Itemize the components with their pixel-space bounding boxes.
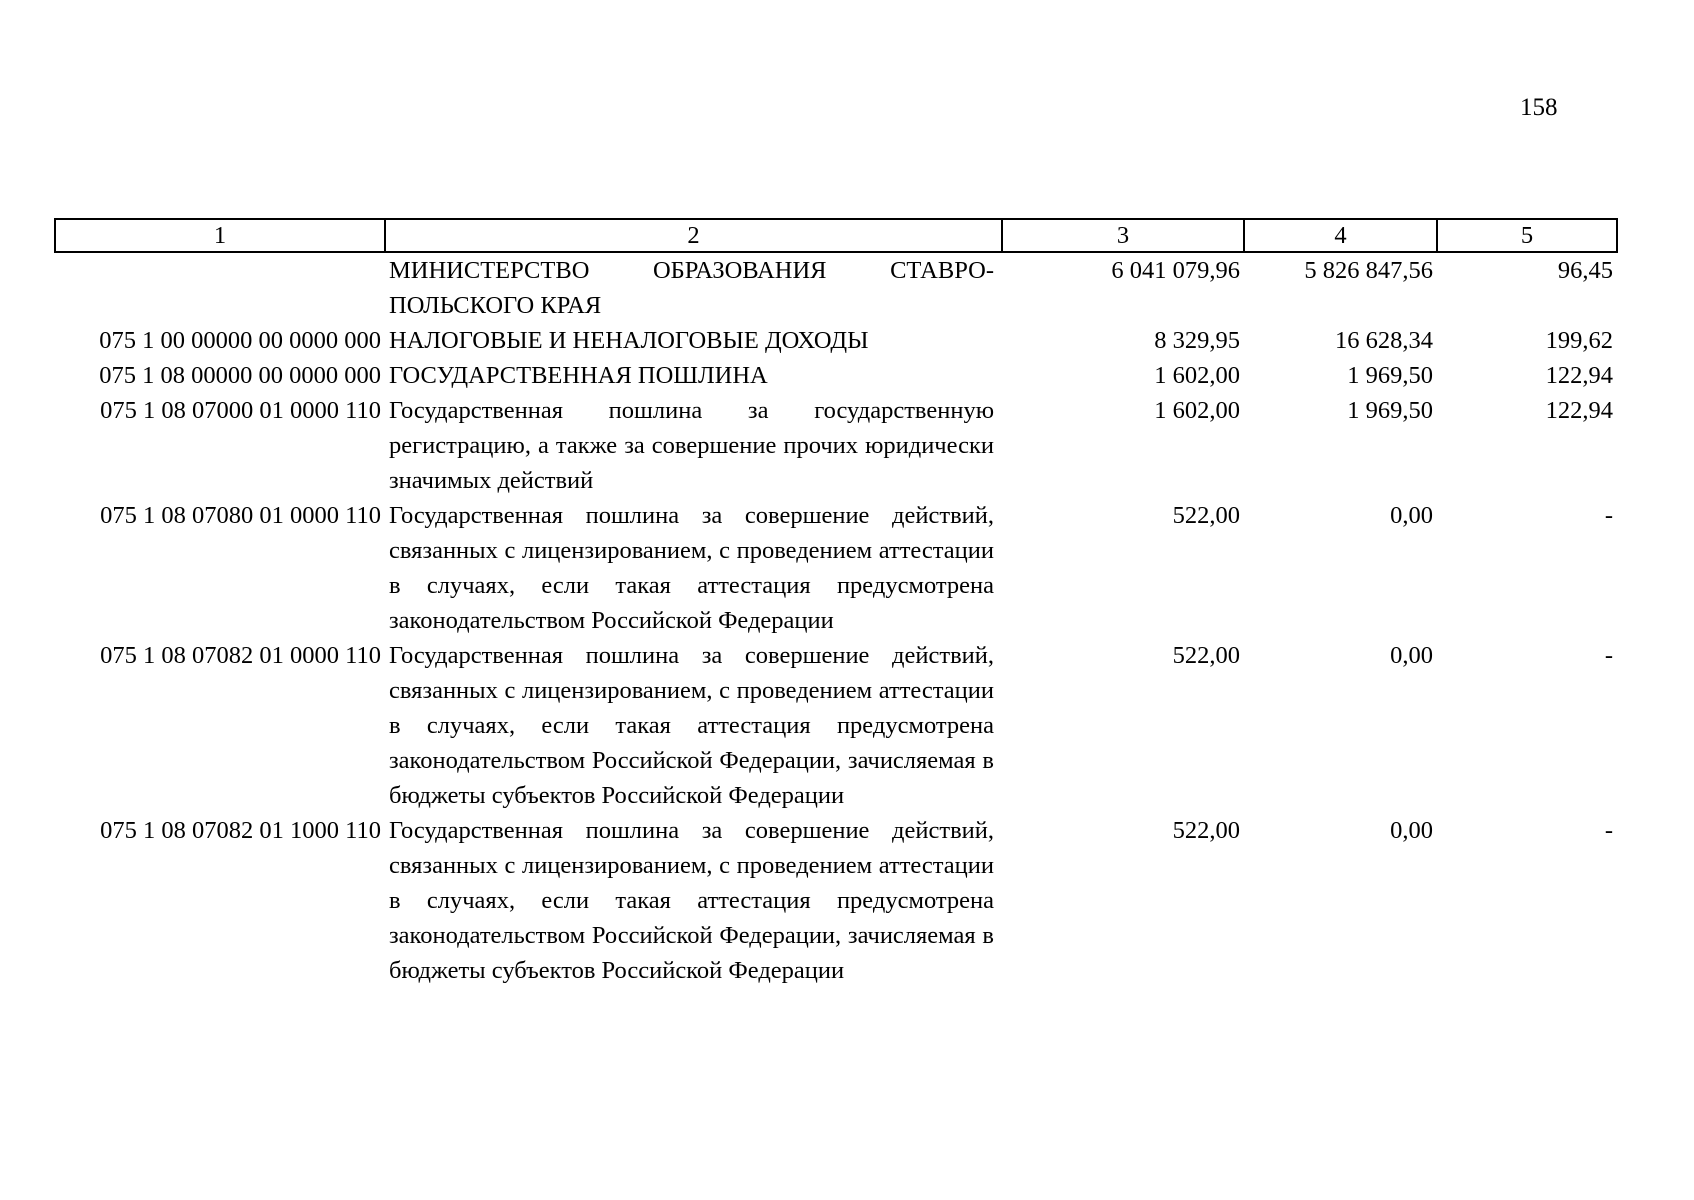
- row-plan: 522,00: [1172, 642, 1240, 669]
- table-row: [55, 252, 1617, 323]
- table-header: [55, 219, 1617, 252]
- row-fact: 0,00: [1390, 817, 1433, 844]
- row-name: ГОСУДАРСТВЕННАЯ ПОШЛИНА: [389, 362, 768, 389]
- row-plan: 1 602,00: [1154, 397, 1240, 424]
- row-percent: 122,94: [1545, 362, 1613, 389]
- row-fact: 5 826 847,56: [1304, 257, 1433, 284]
- row-percent: -: [1604, 817, 1613, 844]
- page-number: 158: [1520, 94, 1558, 121]
- row-code: [55, 252, 385, 323]
- table-row: [55, 813, 1617, 988]
- row-code: 075 1 08 07000 01 0000 110: [100, 397, 381, 424]
- table-row: [55, 358, 1617, 393]
- row-plan: 1 602,00: [1154, 362, 1240, 389]
- row-percent: 122,94: [1545, 397, 1613, 424]
- row-name: НАЛОГОВЫЕ И НЕНАЛОГОВЫЕ ДОХОДЫ: [389, 327, 869, 354]
- row-percent: 199,62: [1545, 327, 1613, 354]
- budget-table: [54, 218, 1618, 988]
- column-header-3: 3: [1002, 219, 1244, 252]
- table-row: [55, 638, 1617, 813]
- row-fact: 0,00: [1390, 642, 1433, 669]
- table-row: [55, 323, 1617, 358]
- row-fact: 1 969,50: [1347, 362, 1433, 389]
- table-row: [55, 498, 1617, 638]
- row-name: МИНИСТЕРСТВО ОБРАЗОВАНИЯ СТАВРО-ПОЛЬСКОГО КРАЯ: [389, 257, 994, 319]
- row-fact: 16 628,34: [1335, 327, 1433, 354]
- column-header-1: 1: [55, 219, 385, 252]
- row-plan: 522,00: [1172, 502, 1240, 529]
- column-header-4: 4: [1244, 219, 1437, 252]
- row-name: Государственная пошлина за совершение действий, связанных с лицензированием, с проведением аттестации в случаях, если такая аттестация предусмотрена законодательством Российской Федерации: [389, 502, 994, 634]
- row-plan: 6 041 079,96: [1111, 257, 1240, 284]
- row-percent: -: [1604, 642, 1613, 669]
- row-plan: 8 329,95: [1154, 327, 1240, 354]
- row-code: 075 1 08 00000 00 0000 000: [99, 362, 381, 389]
- row-plan: 522,00: [1172, 817, 1240, 844]
- row-name: Государственная пошлина за совершение действий, связанных с лицензированием, с проведением аттестации в случаях, если такая аттестация предусмотрена законодательством Российской Федерации, зачисляемая в бюджеты субъектов Российской Федерации: [389, 817, 994, 984]
- column-header-5: 5: [1437, 219, 1617, 252]
- table-row: [55, 393, 1617, 498]
- row-percent: -: [1604, 502, 1613, 529]
- column-header-2: 2: [385, 219, 1002, 252]
- row-code: 075 1 00 00000 00 0000 000: [99, 327, 381, 354]
- row-code: 075 1 08 07080 01 0000 110: [100, 502, 381, 529]
- row-name: Государственная пошлина за совершение действий, связанных с лицензированием, с проведением аттестации в случаях, если такая аттестация предусмотрена законодательством Российской Федерации, зачисляемая в бюджеты субъектов Российской Федерации: [389, 642, 994, 809]
- row-fact: 1 969,50: [1347, 397, 1433, 424]
- row-name: Государственная пошлина за государственную регистрацию, а также за совершение прочих юридически значимых действий: [389, 397, 994, 494]
- row-fact: 0,00: [1390, 502, 1433, 529]
- row-code: 075 1 08 07082 01 0000 110: [100, 642, 381, 669]
- row-code: 075 1 08 07082 01 1000 110: [100, 817, 381, 844]
- row-percent: 96,45: [1557, 257, 1613, 284]
